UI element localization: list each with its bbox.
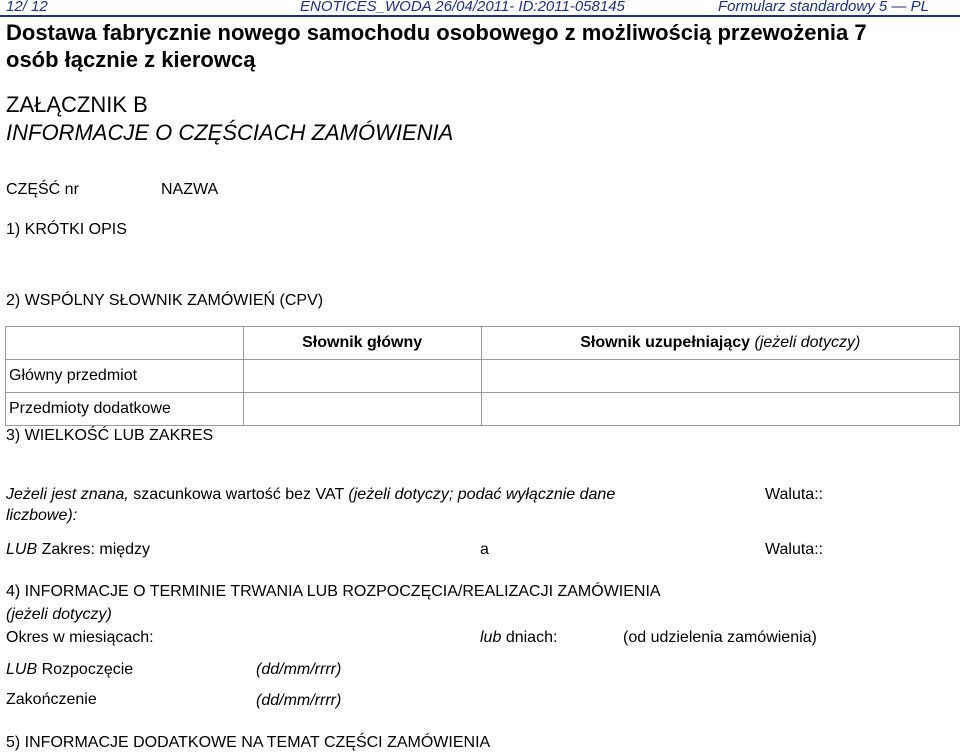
cpv-empty-header-cell — [6, 327, 244, 360]
cpv-main-vocabulary-header: Słownik główny — [243, 327, 481, 360]
start-date-format: (dd/mm/rrrr) — [256, 661, 342, 678]
estimated-value-prefix: Jeżeli jest znana, — [6, 486, 129, 503]
section-short-description: 1) KRÓTKI OPIS — [6, 221, 127, 238]
form-name: Formularz standardowy 5 — PL — [718, 0, 929, 15]
cpv-additional-objects-label: Przedmioty dodatkowe — [6, 393, 244, 426]
section-duration-note: (jeżeli dotyczy) — [6, 606, 112, 623]
range-and: a — [480, 541, 489, 558]
range-text: Zakres: między — [41, 541, 151, 558]
notice-id: ENOTICES_WODA 26/04/2011- ID:2011-058145 — [300, 0, 625, 15]
cpv-additional-row — [6, 393, 960, 426]
estimated-value-line1 — [6, 485, 615, 505]
range-lub: LUB — [6, 541, 38, 558]
estimated-value-text: szacunkowa wartość bez VAT — [133, 486, 344, 503]
header-divider — [0, 15, 960, 17]
section-duration: 4) INFORMACJE O TERMINIE TRWANIA LUB ROZPOCZĘCIA/REALIZACJI ZAMÓWIENIA — [6, 583, 661, 600]
currency-label-2: Waluta:: — [765, 541, 824, 558]
currency-label-1: Waluta:: — [765, 486, 824, 503]
start-line — [6, 660, 133, 680]
cpv-supplementary-label: Słownik uzupełniający — [580, 334, 751, 351]
part-name-label: NAZWA — [161, 181, 219, 198]
cpv-table — [5, 326, 960, 426]
part-number-label: CZĘŚĆ nr — [6, 181, 79, 198]
cpv-main-row — [6, 360, 960, 393]
duration-days-lub: lub — [480, 629, 502, 646]
cpv-main-object-label: Główny przedmiot — [6, 360, 244, 393]
annex-subheading: INFORMACJE O CZĘŚCIACH ZAMÓWIENIA — [6, 120, 454, 145]
start-label: Rozpoczęcie — [41, 661, 134, 678]
duration-days-label: dniach: — [505, 629, 558, 646]
annex-heading: ZAŁĄCZNIK B — [6, 92, 148, 117]
end-label: Zakończenie — [6, 691, 97, 708]
page-header — [0, 0, 960, 14]
cpv-supplementary-header — [481, 327, 959, 360]
from-award-note: (od udzielenia zamówienia) — [623, 629, 817, 646]
section-additional-info: 5) INFORMACJE DODATKOWE NA TEMAT CZĘŚCI ZAMÓWIENIA — [6, 734, 491, 751]
range-line — [6, 540, 150, 560]
cpv-main-object-supp — [481, 360, 959, 393]
duration-months-label: Okres w miesiącach: — [6, 629, 154, 646]
end-date-format: (dd/mm/rrrr) — [256, 692, 342, 709]
document-title-line1: Dostawa fabrycznie nowego samochodu osobowego z możliwością przewożenia 7 — [6, 20, 867, 45]
document-title-line2: osób łącznie z kierowcą — [6, 47, 256, 72]
estimated-value-note-line2: liczbowe): — [6, 507, 78, 524]
section-cpv: 2) WSPÓLNY SŁOWNIK ZAMÓWIEŃ (CPV) — [6, 292, 324, 309]
estimated-value-note: (jeżeli dotyczy; podać wyłącznie dane — [348, 486, 616, 503]
start-lub: LUB — [6, 661, 38, 678]
section-quantity-scope: 3) WIELKOŚĆ LUB ZAKRES — [6, 427, 214, 444]
page-number: 12/ 12 — [6, 0, 48, 15]
cpv-additional-objects-code — [243, 393, 481, 426]
cpv-header-row — [6, 327, 960, 360]
cpv-additional-objects-supp — [481, 393, 959, 426]
cpv-main-object-code — [243, 360, 481, 393]
cpv-supplementary-note: (jeżeli dotyczy) — [754, 334, 861, 351]
duration-days — [480, 628, 557, 648]
